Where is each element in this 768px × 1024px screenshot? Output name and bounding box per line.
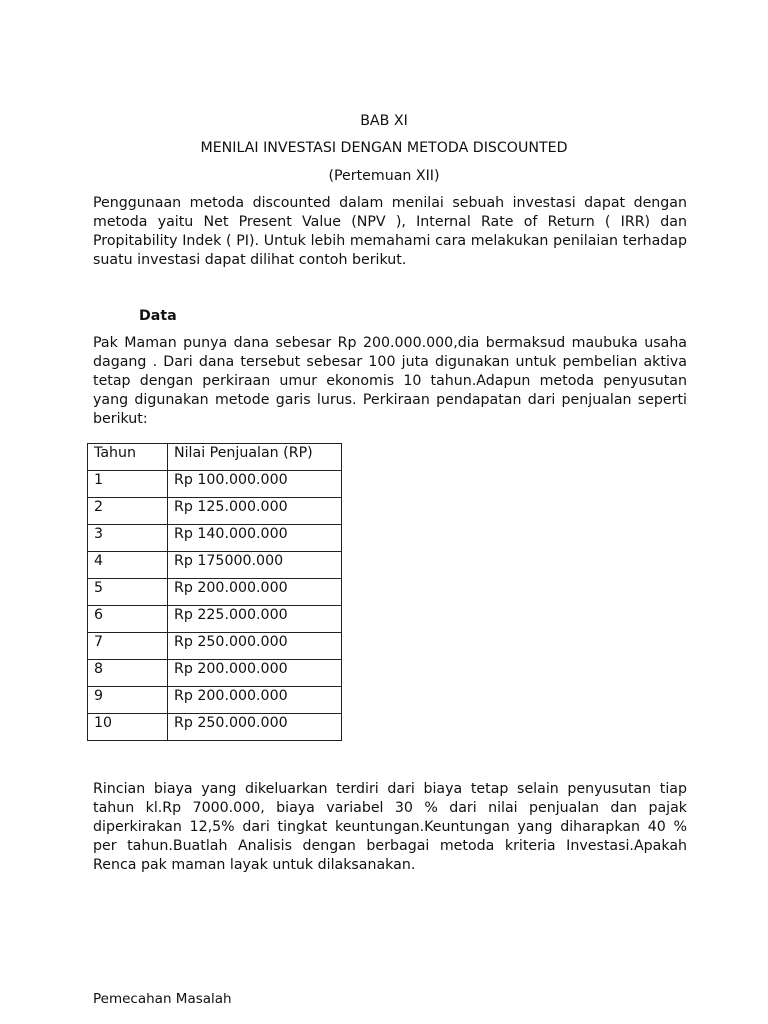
header-sales-value: Nilai Penjualan (RP)	[168, 444, 342, 471]
sales-table	[87, 443, 342, 741]
cell-sales-value: Rp 225.000.000	[168, 606, 342, 633]
chapter-label: BAB XI	[360, 113, 408, 129]
table-row	[88, 660, 342, 687]
table-row	[88, 552, 342, 579]
cell-year: 3	[88, 525, 168, 552]
cost-paragraph: Rincian biaya yang dikeluarkan terdiri dari biaya tetap selain penyusutan tiap tahun kl.Rp 7000.000, biaya variabel 30 % dari nilai penjualan dan pajak diperkirakan 12,5% dari tingkat keuntungan.Keuntungan yang diharapkan 40 % per tahun.Buatlah Analisis dengan berbagai metoda kriteria Investasi.Apakah Renca pak maman layak untuk dilaksanakan.	[93, 781, 687, 873]
cell-sales-value: Rp 200.000.000	[168, 687, 342, 714]
cell-sales-value: Rp 200.000.000	[168, 660, 342, 687]
cell-sales-value: Rp 200.000.000	[168, 579, 342, 606]
cell-year: 2	[88, 498, 168, 525]
cell-year: 6	[88, 606, 168, 633]
table-row	[88, 687, 342, 714]
table-row	[88, 579, 342, 606]
cell-year: 10	[88, 714, 168, 741]
table-row	[88, 714, 342, 741]
table-header-row	[88, 444, 342, 471]
cell-year: 4	[88, 552, 168, 579]
cell-year: 9	[88, 687, 168, 714]
data-heading: Data	[139, 308, 177, 324]
cell-sales-value: Rp 100.000.000	[168, 471, 342, 498]
cell-year: 7	[88, 633, 168, 660]
cell-year: 1	[88, 471, 168, 498]
cell-sales-value: Rp 250.000.000	[168, 633, 342, 660]
cell-sales-value: Rp 250.000.000	[168, 714, 342, 741]
table-row	[88, 525, 342, 552]
cell-year: 5	[88, 579, 168, 606]
table-row	[88, 633, 342, 660]
case-paragraph: Pak Maman punya dana sebesar Rp 200.000.000,dia bermaksud maubuka usaha dagang . Dari dana tersebut sebesar 100 juta digunakan untuk pembelian aktiva tetap dengan perkiraan umur ekonomis 10 tahun.Adapun metoda penyusutan yang digunakan metode garis lurus. Perkiraan pendapatan dari penjualan seperti berikut:	[93, 335, 687, 427]
cell-sales-value: Rp 125.000.000	[168, 498, 342, 525]
cell-year: 8	[88, 660, 168, 687]
table-row	[88, 606, 342, 633]
cell-sales-value: Rp 140.000.000	[168, 525, 342, 552]
table-row	[88, 498, 342, 525]
intro-paragraph: Penggunaan metoda discounted dalam menilai sebuah investasi dapat dengan metoda yaitu Net Present Value (NPV ), Internal Rate of Return ( IRR) dan Propitability Indek ( PI). Untuk lebih memahami cara melakukan penilaian terhadap suatu investasi dapat dilihat contoh berikut.	[93, 195, 687, 268]
cell-sales-value: Rp 175000.000	[168, 552, 342, 579]
table-row	[88, 471, 342, 498]
header-year: Tahun	[88, 444, 168, 471]
solution-heading: Pemecahan Masalah	[93, 991, 232, 1007]
meeting-label: (Pertemuan XII)	[328, 168, 440, 184]
document-title: MENILAI INVESTASI DENGAN METODA DISCOUNTED	[200, 140, 568, 156]
